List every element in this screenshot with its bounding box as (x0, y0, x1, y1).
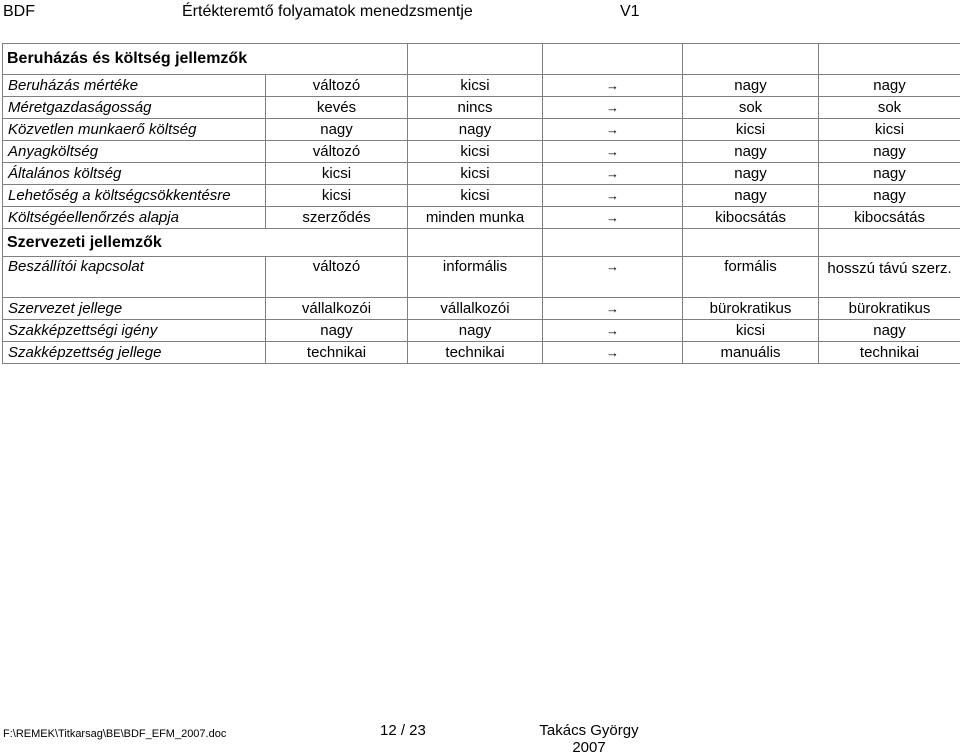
cell-value: hosszú távú szerz. (819, 257, 960, 298)
right-arrow-icon: → (543, 97, 683, 119)
cell-value: nagy (683, 141, 819, 163)
cell-value: nagy (683, 163, 819, 185)
section-header-row (3, 229, 960, 257)
row-label: Méretgazdaságosság (3, 97, 266, 119)
right-arrow-icon: → (543, 185, 683, 207)
right-arrow-icon: → (543, 119, 683, 141)
cell-value: kicsi (408, 163, 543, 185)
cell-value: nagy (683, 185, 819, 207)
table-row (3, 119, 960, 141)
footer-page-number: 12 / 23 (380, 722, 426, 739)
cell-value: kicsi (819, 119, 960, 141)
right-arrow-icon: → (543, 141, 683, 163)
characteristics-table (2, 43, 960, 364)
cell-value: bürokratikus (683, 298, 819, 320)
cell-value: kicsi (266, 163, 408, 185)
cell-value: nagy (819, 141, 960, 163)
cell-value: kicsi (408, 75, 543, 97)
table-row (3, 141, 960, 163)
cell-value: változó (266, 257, 408, 298)
right-arrow-icon: → (543, 163, 683, 185)
row-label: Általános költség (3, 163, 266, 185)
cell-value: informális (408, 257, 543, 298)
section-header-row (3, 44, 960, 75)
page-footer (0, 720, 960, 753)
cell-value: nagy (266, 320, 408, 342)
cell-value: technikai (266, 342, 408, 364)
cell-value: kibocsátás (683, 207, 819, 229)
footer-author-block (530, 722, 648, 756)
row-label: Anyagköltség (3, 141, 266, 163)
header-left-text: BDF (3, 3, 35, 21)
cell-value: nagy (683, 75, 819, 97)
cell-value: vállalkozói (266, 298, 408, 320)
section-title: Beruházás és költség jellemzők (3, 44, 408, 75)
row-label: Lehetőség a költségcsökkentésre (3, 185, 266, 207)
cell-value: minden munka (408, 207, 543, 229)
table-row (3, 185, 960, 207)
cell-value: nagy (266, 119, 408, 141)
table-row (3, 163, 960, 185)
right-arrow-icon: → (543, 257, 683, 298)
cell-value: kicsi (408, 185, 543, 207)
table-row (3, 320, 960, 342)
cell-value: szerződés (266, 207, 408, 229)
table-row (3, 207, 960, 229)
right-arrow-icon: → (543, 207, 683, 229)
table-row (3, 298, 960, 320)
cell-value: sok (819, 97, 960, 119)
cell-value: nagy (819, 320, 960, 342)
header-version: V1 (620, 3, 640, 21)
table-row (3, 97, 960, 119)
right-arrow-icon: → (543, 320, 683, 342)
right-arrow-icon: → (543, 298, 683, 320)
row-label: Szervezet jellege (3, 298, 266, 320)
cell-value: kicsi (683, 119, 819, 141)
cell-value: kibocsátás (819, 207, 960, 229)
row-label: Szakképzettségi igény (3, 320, 266, 342)
table-row (3, 75, 960, 97)
cell-value: nagy (819, 75, 960, 97)
cell-value: manuális (683, 342, 819, 364)
cell-value: bürokratikus (819, 298, 960, 320)
cell-value: változó (266, 75, 408, 97)
cell-value: technikai (408, 342, 543, 364)
cell-value: változó (266, 141, 408, 163)
footer-file-path: F:\REMEK\Titkarsag\BE\BDF_EFM_2007.doc (3, 728, 226, 740)
footer-year: 2007 (530, 739, 648, 756)
cell-value: technikai (819, 342, 960, 364)
cell-value: vállalkozói (408, 298, 543, 320)
cell-value: kicsi (266, 185, 408, 207)
section-title: Szervezeti jellemzők (3, 229, 408, 257)
cell-value: kicsi (408, 141, 543, 163)
header-title: Értékteremtő folyamatok menedzsmentje (182, 3, 473, 21)
cell-value: nagy (819, 163, 960, 185)
cell-value: sok (683, 97, 819, 119)
cell-value: formális (683, 257, 819, 298)
row-label: Beruházás mértéke (3, 75, 266, 97)
cell-value: nagy (819, 185, 960, 207)
row-label: Szakképzettség jellege (3, 342, 266, 364)
cell-value: kevés (266, 97, 408, 119)
table-row (3, 257, 960, 298)
footer-author: Takács György (530, 722, 648, 739)
page-header (0, 0, 960, 24)
right-arrow-icon: → (543, 342, 683, 364)
row-label: Költségéellenőrzés alapja (3, 207, 266, 229)
row-label: Közvetlen munkaerő költség (3, 119, 266, 141)
table-row (3, 342, 960, 364)
cell-value: nagy (408, 320, 543, 342)
cell-value: nincs (408, 97, 543, 119)
cell-value: nagy (408, 119, 543, 141)
cell-value: kicsi (683, 320, 819, 342)
row-label: Beszállítói kapcsolat (3, 257, 266, 298)
right-arrow-icon: → (543, 75, 683, 97)
